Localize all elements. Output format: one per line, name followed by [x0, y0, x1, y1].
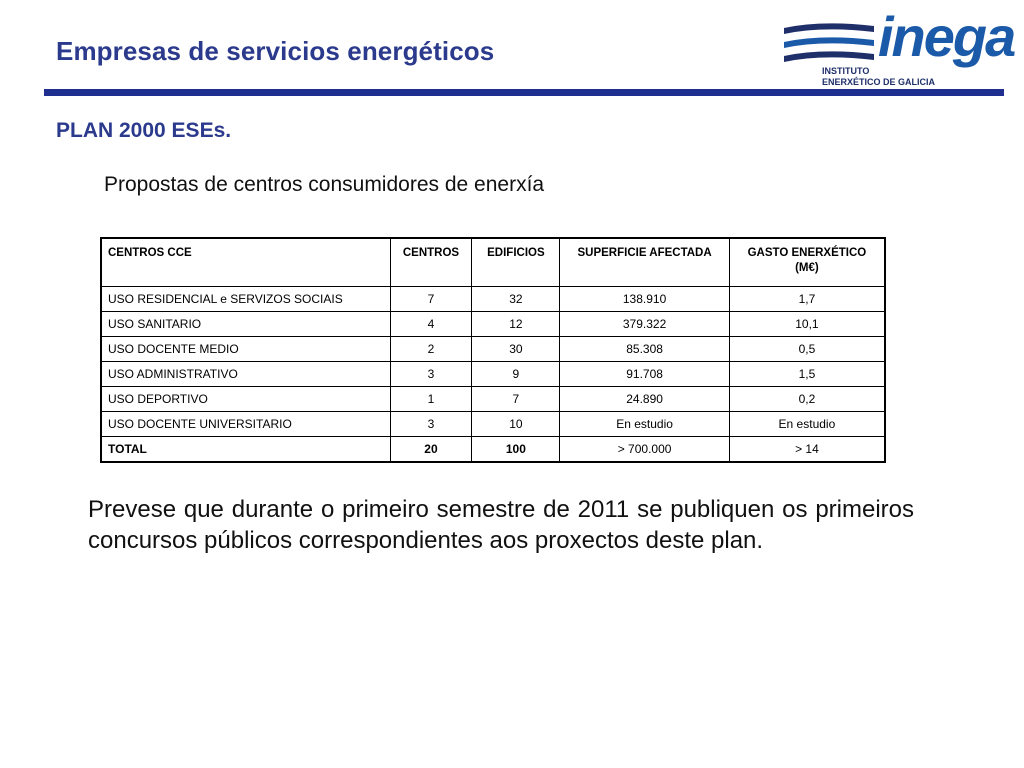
cell-edificios: 10	[472, 412, 560, 437]
total-label: TOTAL	[101, 437, 390, 463]
cell-superficie: 91.708	[560, 362, 730, 387]
cell-use: USO ADMINISTRATIVO	[101, 362, 390, 387]
header-gasto: GASTO ENERXÉTICO (M€)	[729, 238, 885, 287]
cell-gasto: 10,1	[729, 312, 885, 337]
header-edificios: EDIFICIOS	[472, 238, 560, 287]
table-header-row	[101, 238, 885, 287]
table-row	[101, 412, 885, 437]
cell-centros: 4	[390, 312, 472, 337]
body-paragraph: Prevese que durante o primeiro semestre de 2011 se publiquen os primeiros concursos públicos correspondientes aos proxectos deste plan.	[88, 496, 914, 554]
centers-table	[100, 237, 886, 463]
cell-centros: 3	[390, 362, 472, 387]
plan-subtitle: PLAN 2000 ESEs.	[56, 119, 232, 142]
page-title: Empresas de servicios energéticos	[56, 36, 495, 66]
logo-wordmark: inega	[878, 5, 1015, 68]
logo-subtitle	[822, 66, 935, 88]
table-row	[101, 312, 885, 337]
inega-logo	[782, 5, 1015, 90]
cell-centros: 2	[390, 337, 472, 362]
cell-edificios: 7	[472, 387, 560, 412]
cell-gasto: En estudio	[729, 412, 885, 437]
table-row	[101, 362, 885, 387]
cell-superficie: En estudio	[560, 412, 730, 437]
cell-edificios: 32	[472, 287, 560, 312]
cell-centros: 7	[390, 287, 472, 312]
title-divider	[44, 89, 1004, 96]
cell-edificios: 9	[472, 362, 560, 387]
cell-gasto: 1,7	[729, 287, 885, 312]
cell-use: USO DOCENTE UNIVERSITARIO	[101, 412, 390, 437]
cell-use: USO DOCENTE MEDIO	[101, 337, 390, 362]
table-row	[101, 287, 885, 312]
cell-centros: 3	[390, 412, 472, 437]
total-centros: 20	[390, 437, 472, 463]
cell-superficie: 138.910	[560, 287, 730, 312]
cell-centros: 1	[390, 387, 472, 412]
cell-superficie: 24.890	[560, 387, 730, 412]
cell-edificios: 12	[472, 312, 560, 337]
logo-subtitle-line1: INSTITUTO	[822, 66, 870, 76]
cell-gasto: 0,5	[729, 337, 885, 362]
header-superficie: SUPERFICIE AFECTADA	[560, 238, 730, 287]
table-row	[101, 387, 885, 412]
logo-subtitle-line2: ENERXÉTICO DE GALICIA	[822, 77, 936, 87]
cell-superficie: 379.322	[560, 312, 730, 337]
section-heading: Propostas de centros consumidores de enerxía	[104, 173, 545, 196]
cell-edificios: 30	[472, 337, 560, 362]
cell-use: USO DEPORTIVO	[101, 387, 390, 412]
waves-icon	[782, 20, 878, 72]
total-superficie: > 700.000	[560, 437, 730, 463]
table-row	[101, 337, 885, 362]
table-total-row	[101, 437, 885, 463]
total-gasto: > 14	[729, 437, 885, 463]
cell-use: USO RESIDENCIAL e SERVIZOS SOCIAIS	[101, 287, 390, 312]
cell-gasto: 1,5	[729, 362, 885, 387]
header-centros: CENTROS	[390, 238, 472, 287]
header-centros-cce: CENTROS CCE	[101, 238, 390, 287]
total-edificios: 100	[472, 437, 560, 463]
cell-use: USO SANITARIO	[101, 312, 390, 337]
cell-gasto: 0,2	[729, 387, 885, 412]
cell-superficie: 85.308	[560, 337, 730, 362]
